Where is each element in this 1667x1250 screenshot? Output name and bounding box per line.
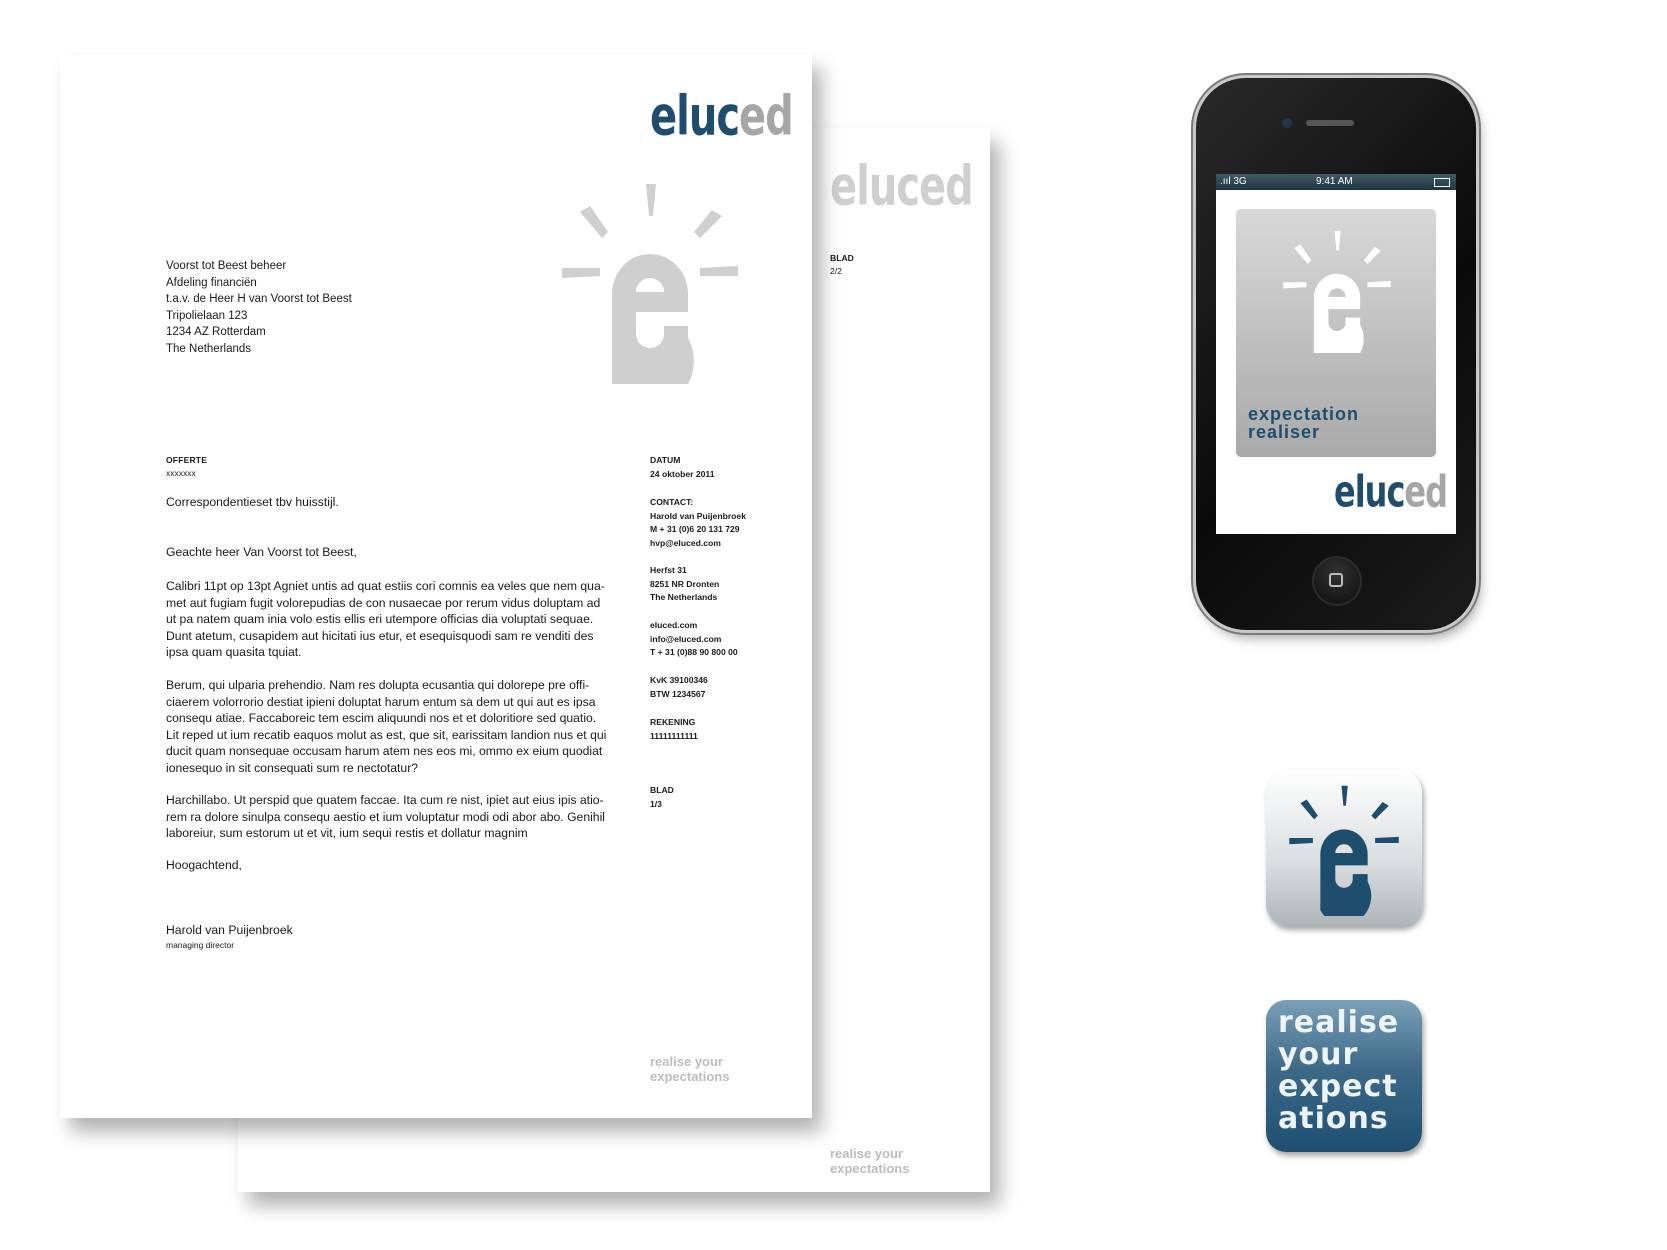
paragraph-line: rem ra dolore sinulpa consequ aestio et ium voluptatur modi odi abor abo. Genihil	[166, 809, 605, 824]
contact-block	[650, 496, 746, 550]
recipient-address	[166, 258, 352, 358]
brand-e-mark-icon	[1288, 780, 1400, 916]
blad-value: 2/2	[830, 266, 842, 276]
contact-line: hvp@eluced.com	[650, 537, 721, 548]
letter-page-1	[60, 54, 812, 1118]
phone-screen	[1216, 174, 1456, 534]
tagline-line: ations	[1278, 1101, 1389, 1136]
rekening-block	[650, 716, 698, 743]
rekening-label: REKENING	[650, 717, 696, 727]
address-line: The Netherlands	[650, 592, 718, 603]
paragraph-line: ionesequo in sit consequati sum re nectotatur?	[166, 760, 419, 775]
status-time: 9:41 AM	[1316, 176, 1353, 187]
home-button[interactable]	[1312, 556, 1362, 606]
app-icon	[1266, 770, 1422, 926]
blad-value: 1/3	[650, 798, 662, 809]
page-number-block	[650, 784, 674, 811]
splash-card	[1236, 209, 1436, 457]
paragraph-line: ducit quam nonsequae occusam harum atem nes eos mi, ommo ex eium quodiat	[166, 744, 603, 758]
company-address	[650, 564, 719, 605]
contact-label: CONTACT:	[650, 497, 694, 507]
address-line: Voorst tot Beest beheer	[166, 260, 287, 272]
paragraph-line: laboreiur, sum estorum ut et vit, ium sequi restis et dollatur magnim	[166, 826, 528, 840]
speaker-icon	[1306, 120, 1354, 126]
logo-wordmark	[1334, 465, 1448, 518]
offerte-block	[166, 454, 207, 480]
signer-name: Harold van Puijenbroek	[166, 923, 293, 937]
paragraph-line: Dunt atetum, cusapidem aut hicitati ius etur, et esequisquodi sam re venditi des	[166, 628, 594, 643]
paragraph-line: Lit reped ut ium recatib eaquos molut as est, que sit, earissitam landion nus et qui	[166, 727, 607, 742]
logo-wordmark	[650, 85, 793, 149]
tagline-line: realise	[1278, 1005, 1400, 1040]
reg-line: BTW 1234567	[650, 688, 706, 699]
address-line: The Netherlands	[166, 342, 252, 355]
tagline-line: realiser	[1248, 422, 1321, 442]
logo-wordmark	[830, 155, 973, 219]
address-line: t.a.v. de Heer H van Voorst tot Beest	[166, 293, 352, 306]
web-line: eluced.com	[650, 620, 698, 630]
address-line: 8251 NR Dronten	[650, 578, 720, 589]
home-square-icon	[1329, 573, 1343, 587]
datum-value: 24 oktober 2011	[650, 468, 715, 479]
blad-label: BLAD	[650, 785, 674, 795]
logo-part-1: eluc	[650, 85, 740, 149]
tagline-line: expect	[1278, 1069, 1398, 1104]
web-line: info@eluced.com	[650, 633, 722, 644]
offerte-value: xxxxxxx	[166, 468, 196, 478]
paragraph	[166, 677, 636, 776]
brand-e-mark-icon	[1282, 231, 1392, 353]
web-line: T + 31 (0)88 90 800 00	[650, 647, 738, 658]
offerte-label: OFFERTE	[166, 455, 208, 465]
paragraph-line: Berum, qui ulparia prehendio. Nam res dolupta ecusantia qui dolorepe pre offi-	[166, 678, 590, 692]
paragraph-line: ut pa natem quam inia volo estis ellis eri utempore officias dia voluptati sequae.	[166, 612, 594, 626]
signal-indicator: .ııl 3G	[1220, 176, 1247, 187]
brand-e-mark-icon	[560, 184, 740, 384]
address-line: 1234 AZ Rotterdam	[166, 326, 266, 339]
card-tagline	[1248, 405, 1359, 441]
company-contact	[650, 619, 738, 660]
battery-icon	[1434, 178, 1450, 187]
tagline-line: expectations	[830, 1161, 910, 1176]
contact-line: Harold van Puijenbroek	[650, 510, 746, 521]
footer-tagline	[650, 1054, 729, 1084]
phone-mockup	[1196, 78, 1476, 630]
address-line: Herfst 31	[650, 565, 687, 575]
salutation: Geachte heer Van Voorst tot Beest,	[166, 545, 357, 559]
paragraph-line: ciaerem volorrorio destiat ipieni doluptat harum entum sa dem ut qui aut es ipsa	[166, 694, 596, 709]
contact-line: M + 31 (0)6 20 131 729	[650, 524, 740, 535]
tagline-line: your	[1278, 1037, 1359, 1072]
paragraph	[166, 578, 636, 661]
registration-info	[650, 674, 708, 701]
tagline-line: expectations	[650, 1069, 730, 1084]
logo-part-2: ed	[739, 85, 793, 149]
paragraph-line: met aut fugiam fugit volorepudias de con nusaecae por rerum vidus doluptam ad	[166, 595, 601, 610]
page-number-block	[830, 252, 854, 278]
signer-title: managing director	[166, 940, 235, 950]
logo-part-2: ed	[1404, 465, 1448, 518]
tagline-icon	[1266, 1000, 1422, 1152]
tagline-line: realise your	[830, 1146, 903, 1161]
footer-tagline	[830, 1146, 909, 1176]
logo-part-1: eluc	[1334, 465, 1405, 518]
tagline-line: expectation	[1248, 404, 1360, 424]
paragraph-line: Calibri 11pt op 13pt Agniet untis ad quat estiis cori comnis ea veles que nem qua-	[166, 579, 605, 593]
blad-label: BLAD	[830, 253, 854, 263]
rekening-value: 11111111111	[650, 730, 698, 741]
tagline-line: realise your	[650, 1054, 723, 1069]
address-line: Tripolielaan 123	[166, 309, 248, 322]
camera-icon	[1282, 118, 1292, 128]
logo-part-1: eluc	[830, 155, 920, 219]
subject-line: Correspondentieset tbv huisstijl.	[166, 495, 339, 509]
logo-part-2: ed	[919, 155, 973, 219]
address-line: Afdeling financiën	[166, 276, 257, 289]
closing: Hoogachtend,	[166, 858, 242, 872]
status-bar	[1216, 174, 1456, 190]
paragraph-line: ipsa quam quasita tquiat.	[166, 645, 302, 659]
paragraph	[166, 792, 636, 842]
paragraph-line: consequ atiae. Faccaboreic tem escim aliquundi nos et et doloritiore sed quatio.	[166, 711, 597, 725]
reg-line: KvK 39100346	[650, 675, 708, 685]
side-info	[650, 454, 715, 481]
paragraph-line: Harchillabo. Ut perspid que quatem faccae. Ita cum re nist, ipiet aut eius ipis atio-	[166, 793, 604, 807]
datum-label: DATUM	[650, 455, 681, 465]
